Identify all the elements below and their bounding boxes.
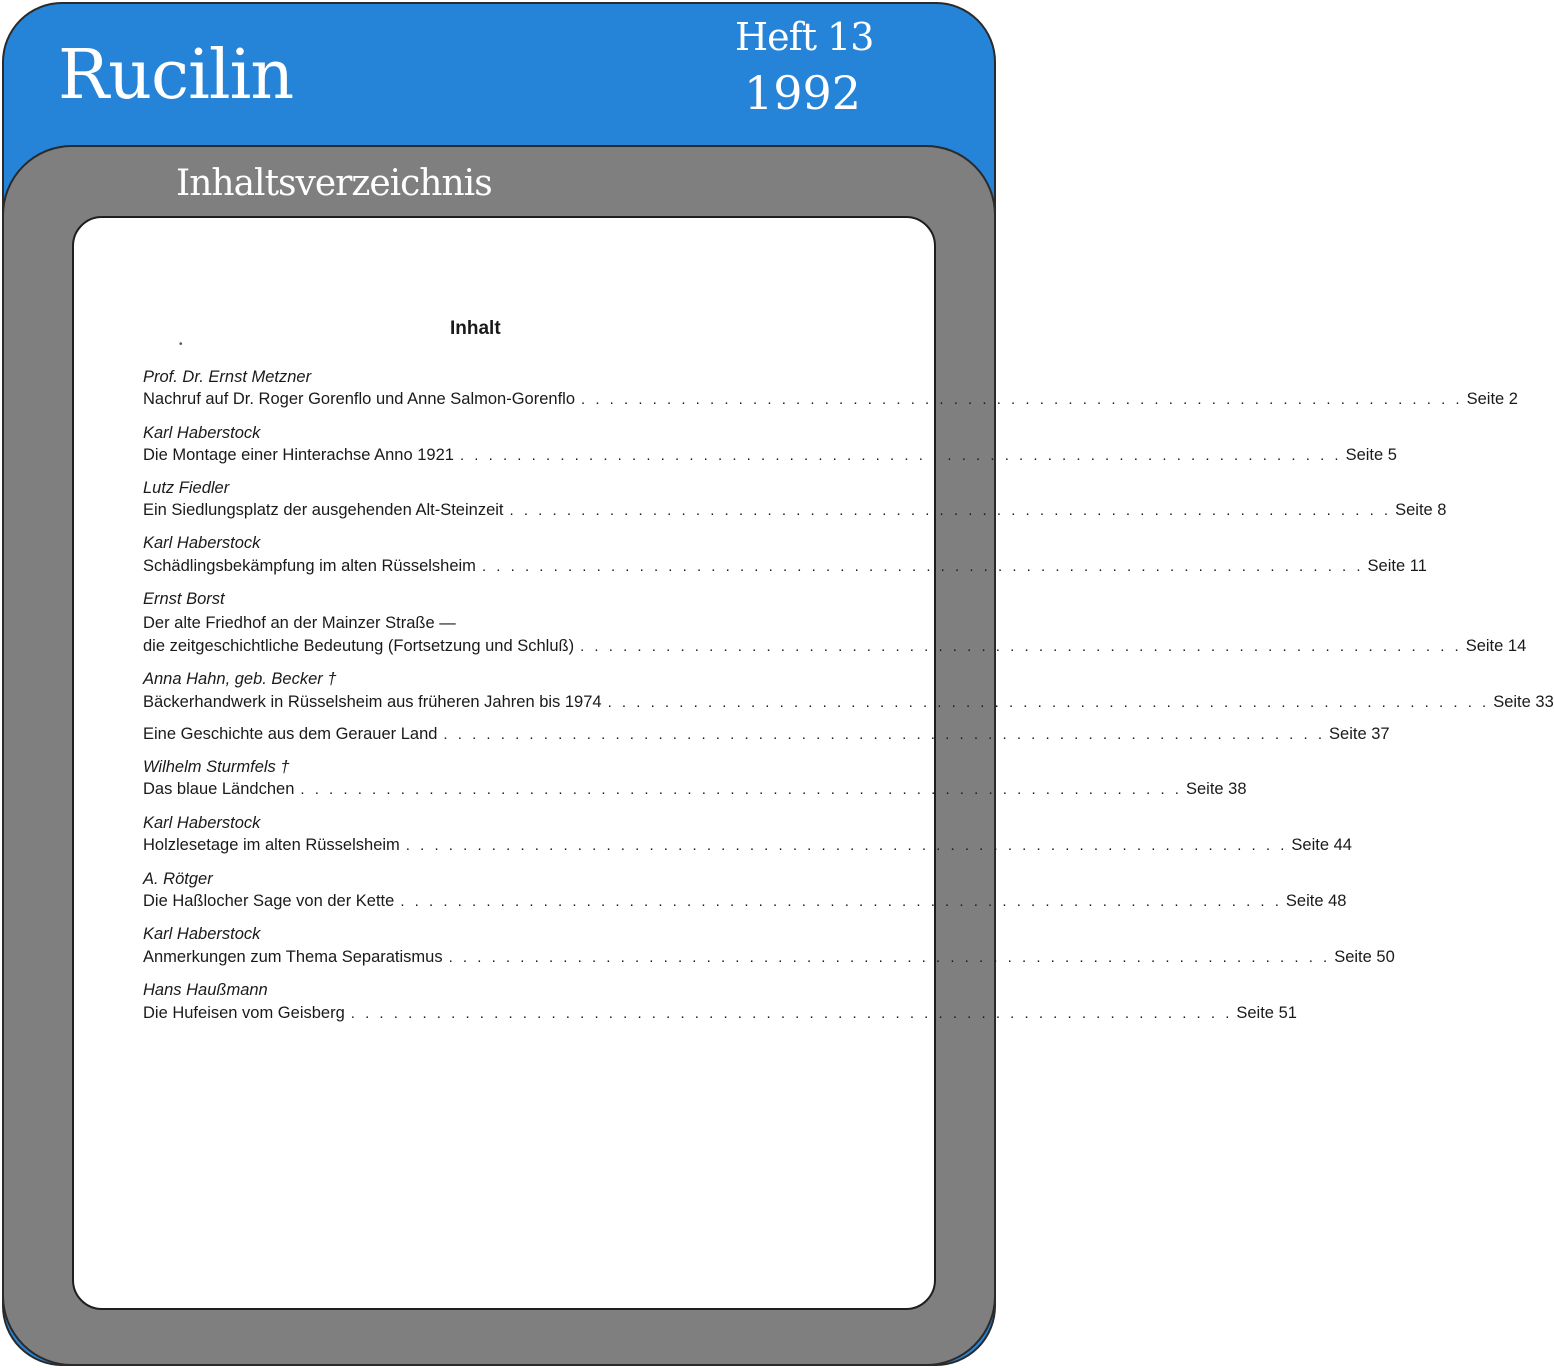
toc-entry[interactable] — [143, 948, 1395, 970]
toc-entry[interactable] — [143, 557, 1427, 579]
dot-leader: . . . . . . . . . . . . . . . . . . . . . . . . . . . . . . . . . . . . . . . . . . . . . . . . . . . . . . . . . . . . . . — [607, 694, 1490, 711]
entry-page: Seite 38 — [1185, 780, 1247, 798]
entry-author: Karl Haberstock — [143, 814, 261, 832]
entry-page: Seite 51 — [1236, 1004, 1297, 1022]
entry-page: Seite 14 — [1465, 637, 1527, 655]
entry-title: Eine Geschichte aus dem Gerauer Land — [143, 725, 438, 743]
entry-page: Seite 50 — [1334, 948, 1395, 966]
dot-leader: . . . . . . . . . . . . . . . . . . . . . . . . . . . . . . . . . . . . . . . . . . . . . . . . . . . . . . . . . . . . . . — [580, 638, 1462, 655]
toc-entry[interactable] — [143, 1004, 1297, 1026]
toc-entry[interactable] — [143, 836, 1352, 858]
dot-leader: . . . . . . . . . . . . . . . . . . . . . . . . . . . . . . . . . . . . . . . . . . . . . . . . . . . . . . . . . . . . . . — [405, 837, 1288, 854]
entry-title: Die Montage einer Hinterachse Anno 1921 — [143, 446, 454, 464]
entry-page: Seite 44 — [1291, 836, 1352, 854]
entry-author: Lutz Fiedler — [143, 479, 230, 497]
dot-leader: . . . . . . . . . . . . . . . . . . . . . . . . . . . . . . . . . . . . . . . . . . . . . . . . . . . . . . . . . . . . . . — [300, 781, 1182, 798]
issue-number: Heft 13 — [735, 15, 874, 59]
entry-page: Seite 33 — [1493, 693, 1554, 711]
entry-page: Seite 48 — [1285, 892, 1347, 910]
brand-title: Rucilin — [58, 36, 294, 115]
dot-leader: . . . . . . . . . . . . . . . . . . . . . . . . . . . . . . . . . . . . . . . . . . . . . . . . . . . . . . . . . . . . . . — [400, 893, 1282, 910]
entry-author: Ernst Borst — [143, 590, 225, 608]
dot-leader: . . . . . . . . . . . . . . . . . . . . . . . . . . . . . . . . . . . . . . . . . . . . . . . . . . . . . . . . . . . . . . — [350, 1005, 1233, 1022]
toc-entry[interactable] — [143, 501, 1447, 523]
dot-leader: . . . . . . . . . . . . . . . . . . . . . . . . . . . . . . . . . . . . . . . . . . . . . . . . . . . . . . . . . . . . . . — [448, 949, 1331, 966]
toc-entry[interactable] — [143, 892, 1347, 914]
entry-title: Ein Siedlungsplatz der ausgehenden Alt-Steinzeit — [143, 501, 504, 519]
dot-leader: . . . . . . . . . . . . . . . . . . . . . . . . . . . . . . . . . . . . . . . . . . . . . . . . . . . . . . . . . . . . . . — [459, 447, 1342, 464]
entry-author: Karl Haberstock — [143, 925, 261, 943]
entry-title: Das blaue Ländchen — [143, 780, 295, 798]
toc-entry[interactable] — [143, 446, 1397, 468]
entry-author: Karl Haberstock — [143, 534, 261, 552]
dot-leader: . . . . . . . . . . . . . . . . . . . . . . . . . . . . . . . . . . . . . . . . . . . . . . . . . . . . . . . . . . . . . . — [443, 726, 1326, 743]
toc-entry[interactable] — [143, 637, 1527, 659]
entry-title: die zeitgeschichtliche Bedeutung (Fortsetzung und Schluß) — [143, 637, 575, 655]
entry-title: Anmerkungen zum Thema Separatismus — [143, 948, 443, 966]
scan-speck: • — [179, 339, 183, 350]
entry-page: Seite 8 — [1395, 501, 1447, 519]
toc-entry[interactable] — [143, 693, 1554, 715]
entry-title: Nachruf auf Dr. Roger Gorenflo und Anne Salmon-Gorenflo — [143, 390, 575, 408]
entry-page: Seite 11 — [1367, 557, 1427, 575]
entry-author: A. Rötger — [143, 870, 213, 888]
toc-entry[interactable] — [143, 780, 1247, 802]
toc-heading: Inhalt — [450, 318, 501, 339]
dot-leader: . . . . . . . . . . . . . . . . . . . . . . . . . . . . . . . . . . . . . . . . . . . . . . . . . . . . . . . . . . . . . . — [509, 502, 1392, 519]
entry-author: Karl Haberstock — [143, 424, 261, 442]
entry-author: Hans Haußmann — [143, 981, 268, 999]
entry-title: Die Haßlocher Sage von der Kette — [143, 892, 395, 910]
entry-author: Anna Hahn, geb. Becker † — [143, 670, 337, 688]
entry-title: Die Hufeisen vom Geisberg — [143, 1004, 345, 1022]
entry-title: Bäckerhandwerk in Rüsselsheim aus früheren Jahren bis 1974 — [143, 693, 602, 711]
entry-title: Holzlesetage im alten Rüsselsheim — [143, 836, 400, 854]
entry-page: Seite 2 — [1466, 390, 1518, 408]
entry-author: Wilhelm Sturmfels † — [143, 758, 290, 776]
toc-entry[interactable] — [143, 390, 1518, 412]
entry-author: Prof. Dr. Ernst Metzner — [143, 368, 312, 386]
entry-page: Seite 37 — [1329, 725, 1390, 743]
dot-leader: . . . . . . . . . . . . . . . . . . . . . . . . . . . . . . . . . . . . . . . . . . . . . . . . . . . . . . . . . . . . . . — [581, 391, 1463, 408]
entry-title: Schädlingsbekämpfung im alten Rüsselsheim — [143, 557, 476, 575]
dot-leader: . . . . . . . . . . . . . . . . . . . . . . . . . . . . . . . . . . . . . . . . . . . . . . . . . . . . . . . . . . . . . . — [481, 558, 1364, 575]
entry-page: Seite 5 — [1345, 446, 1397, 464]
entry-title-line1: Der alte Friedhof an der Mainzer Straße — — [143, 614, 456, 632]
section-title: Inhaltsverzeichnis — [176, 163, 492, 204]
issue-year: 1992 — [744, 66, 862, 120]
toc-entry[interactable] — [143, 725, 1390, 747]
